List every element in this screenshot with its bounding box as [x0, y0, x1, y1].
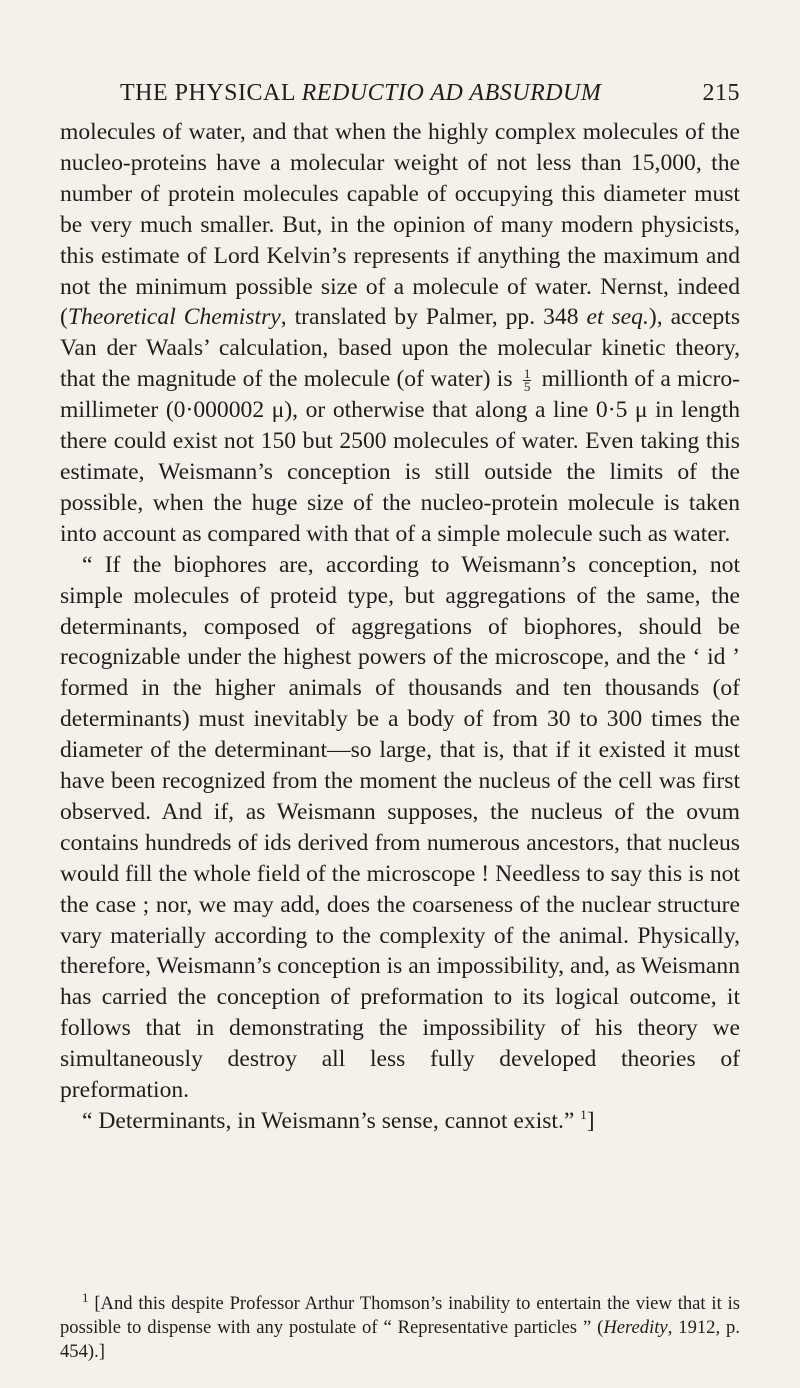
footnote-text-a: [And this despite Professor Arthur Thomson’s inability to entertain the view that it is possible to dispense with any postulate of “ Representative particles ” (: [60, 1293, 740, 1338]
footnote-marker: 1: [82, 1289, 89, 1305]
footnote: [60, 1289, 740, 1364]
paragraph-3: [60, 1106, 740, 1137]
chapter-title-italic: REDUCTIO AD ABSURDUM: [301, 80, 602, 106]
paragraph-1: [60, 117, 740, 550]
fraction-one-fifth: [523, 368, 532, 393]
paragraph-1-text-c: ), accepts Van der Waals’ calculation, based upon the molecular kinetic theory, that the magnitude of the molecule (of water) is: [60, 304, 740, 393]
book-title-heredity: Heredity: [603, 1317, 668, 1338]
paragraph-2: “ If the biophores are, according to Weismann’s conception, not simple molecules of proteid type, but aggregations of the same, the determinants, composed of aggregations of biophores, should be recognizable under the highest powers of the microscope, and the ‘ id ’ formed in the higher animals of thousands and ten thousands (of determinants) must inevitably be a body of from 30 to 300 times the diameter of the determinant—so large, that is, that if it existed it must have been recognized from the moment the nucleus of the cell was first observed. And if, as Weismann supposes, the nucleus of the ovum contains hundreds of ids derived from numerous ancestors, that nucleus would fill the whole field of the microscope ! Needless to say this is not the case ; nor, we may add, does the coarseness of the nuclear structure vary materially according to the complexity of the animal. Physically, therefore, Weismann’s conception is an impossibility, and, as Weismann has carried the conception of preformation to its logical outcome, it follows that in demonstrating the impossibility of his theory we simultaneously destroy all less fully developed theories of preformation.: [60, 551, 740, 1104]
page-number: 215: [702, 80, 740, 106]
fraction-denominator: 5: [523, 379, 531, 395]
fraction-numerator: 1: [523, 366, 531, 382]
running-head: [60, 80, 740, 110]
paragraph-3-text: “ Determinants, in Weismann’s sense, cannot exist.”: [82, 1108, 575, 1134]
paragraph-1-text-d: millionth of a micro-millimeter (0·000002 μ), or otherwise that along a line 0·5 μ in length there could exist not 150 but 2500 molecules of water. Even taking this estimate, Weismann’s conception is still outside the limits of the possible, when the huge size of the nucleo-protein molecule is taken into account as compared with that of a simple molecule such as water.: [60, 366, 741, 547]
chapter-title-roman: THE PHYSICAL: [120, 80, 302, 106]
chapter-title: [120, 80, 601, 107]
closing-bracket: ]: [586, 1108, 595, 1134]
book-title-theoretical-chemistry: Theoretical Chemistry: [67, 304, 281, 331]
body-text: [60, 117, 740, 1137]
footnote-reference[interactable]: 1: [580, 1107, 587, 1123]
footnote-text: [60, 1289, 740, 1364]
et-seq: et seq.: [586, 304, 649, 331]
paragraph-1-text-b: , translated by Palmer, pp. 348: [280, 304, 587, 331]
footnote-text-b: , 1912, p. 454).]: [60, 1317, 740, 1362]
paragraph-1-text-a: molecules of water, and that when the highly complex molecules of the nucleo-proteins have a molecular weight of not less than 15,000, the number of protein molecules capable of occupying this diameter must be very much smaller. But, in the opinion of many modern physicists, this estimate of Lord Kelvin’s represents if anything the maximum and not the minimum possible size of a molecule of water. Nernst, indeed (: [60, 119, 740, 331]
